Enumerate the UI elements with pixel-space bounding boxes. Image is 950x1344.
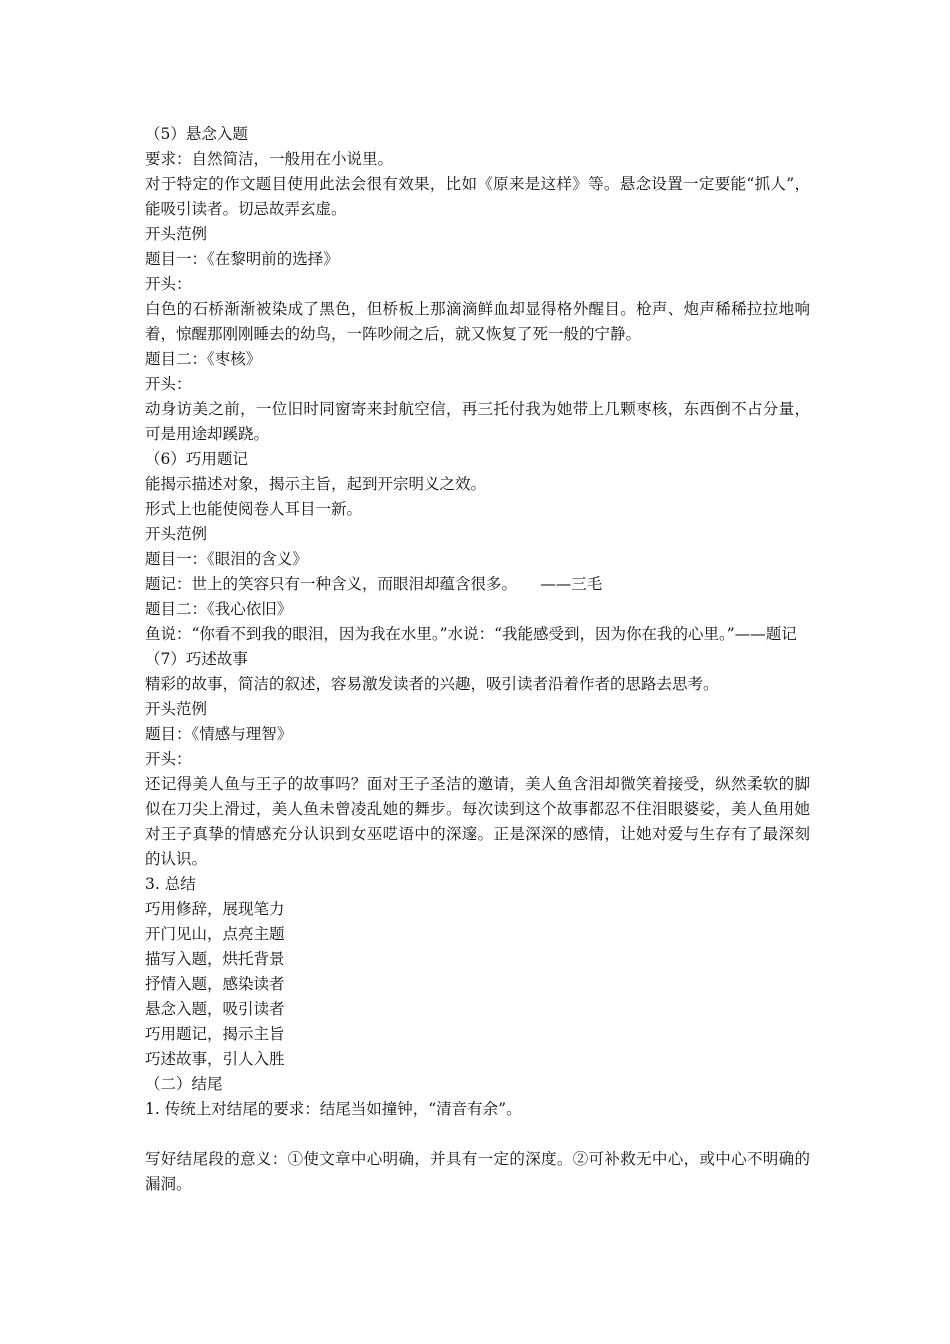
paragraph: 题记：世上的笑容只有一种含义，而眼泪却蕴含很多。 ——三毛 xyxy=(145,575,603,593)
blank-line xyxy=(145,1122,810,1147)
paragraph: 形式上也能使阅卷人耳目一新。 xyxy=(145,500,363,518)
paragraph: 写好结尾段的意义：①使文章中心明确，并具有一定的深度。②可补救无中心，或中心不明确的漏洞。 xyxy=(145,1150,810,1193)
summary-item: 巧用修辞，展现笔力 xyxy=(145,900,285,918)
section-heading-ending: （二）结尾 xyxy=(145,1075,223,1093)
subheading: 开头范例 xyxy=(145,525,208,543)
paragraph: 精彩的故事，简洁的叙述，容易激发读者的兴趣，吸引读者沿着作者的思路去思考。 xyxy=(145,675,719,693)
document-page xyxy=(145,122,810,1197)
paragraph: 题目二：《我心依旧》 xyxy=(145,600,293,618)
section-heading-epigraph: （6）巧用题记 xyxy=(145,450,248,468)
paragraph: 开头： xyxy=(145,750,192,768)
paragraph: 要求：自然简洁，一般用在小说里。 xyxy=(145,150,394,168)
subheading: 开头范例 xyxy=(145,700,208,718)
paragraph: 对于特定的作文题目使用此法会很有效果，比如《原来是这样》等。悬念设置一定要能“抓人”，能吸引读者。切忌故弄玄虚。 xyxy=(145,175,810,218)
subheading: 开头范例 xyxy=(145,225,208,243)
summary-item: 开门见山，点亮主题 xyxy=(145,925,285,943)
paragraph: 题目：《情感与理智》 xyxy=(145,725,293,743)
paragraph: 鱼说：“你看不到我的眼泪，因为我在水里。”水说：“我能感受到，因为你在我的心里。”——题记 xyxy=(145,625,797,643)
paragraph: 题目一：《在黎明前的选择》 xyxy=(145,250,339,268)
summary-item: 巧述故事，引人入胜 xyxy=(145,1050,285,1068)
section-heading-summary: 3. 总结 xyxy=(145,875,196,893)
paragraph: 题目一：《眼泪的含义》 xyxy=(145,550,308,568)
paragraph: 白色的石桥渐渐被染成了黑色，但桥板上那滴滴鲜血却显得格外醒目。枪声、炮声稀稀拉拉地响着，惊醒那刚刚睡去的幼鸟，一阵吵闹之后，就又恢复了死一般的宁静。 xyxy=(145,300,810,343)
summary-item: 描写入题，烘托背景 xyxy=(145,950,285,968)
paragraph: 能揭示描述对象，揭示主旨，起到开宗明义之效。 xyxy=(145,475,487,493)
paragraph: 开头： xyxy=(145,375,192,393)
summary-item: 巧用题记，揭示主旨 xyxy=(145,1025,285,1043)
paragraph: 还记得美人鱼与王子的故事吗？面对王子圣洁的邀请，美人鱼含泪却微笑着接受，纵然柔软的脚似在刀尖上滑过，美人鱼未曾凌乱她的舞步。每次读到这个故事都忍不住泪眼婆娑，美人鱼用她对王子真挚的情感充分认识到女巫呓语中的深邃。正是深深的感情，让她对爱与生存有了最深刻的认识。 xyxy=(145,775,810,868)
section-heading-story: （7）巧述故事 xyxy=(145,650,248,668)
paragraph: 开头： xyxy=(145,275,192,293)
summary-item: 抒情入题，感染读者 xyxy=(145,975,285,993)
paragraph: 动身访美之前，一位旧时同窗寄来封航空信，再三托付我为她带上几颗枣核，东西倒不占分量，可是用途却蹊跷。 xyxy=(145,400,810,443)
paragraph: 题目二：《枣核》 xyxy=(145,350,262,368)
paragraph: 1. 传统上对结尾的要求：结尾当如撞钟，“清音有余”。 xyxy=(145,1100,522,1118)
section-heading-suspense: （5）悬念入题 xyxy=(145,125,248,143)
summary-item: 悬念入题，吸引读者 xyxy=(145,1000,285,1018)
